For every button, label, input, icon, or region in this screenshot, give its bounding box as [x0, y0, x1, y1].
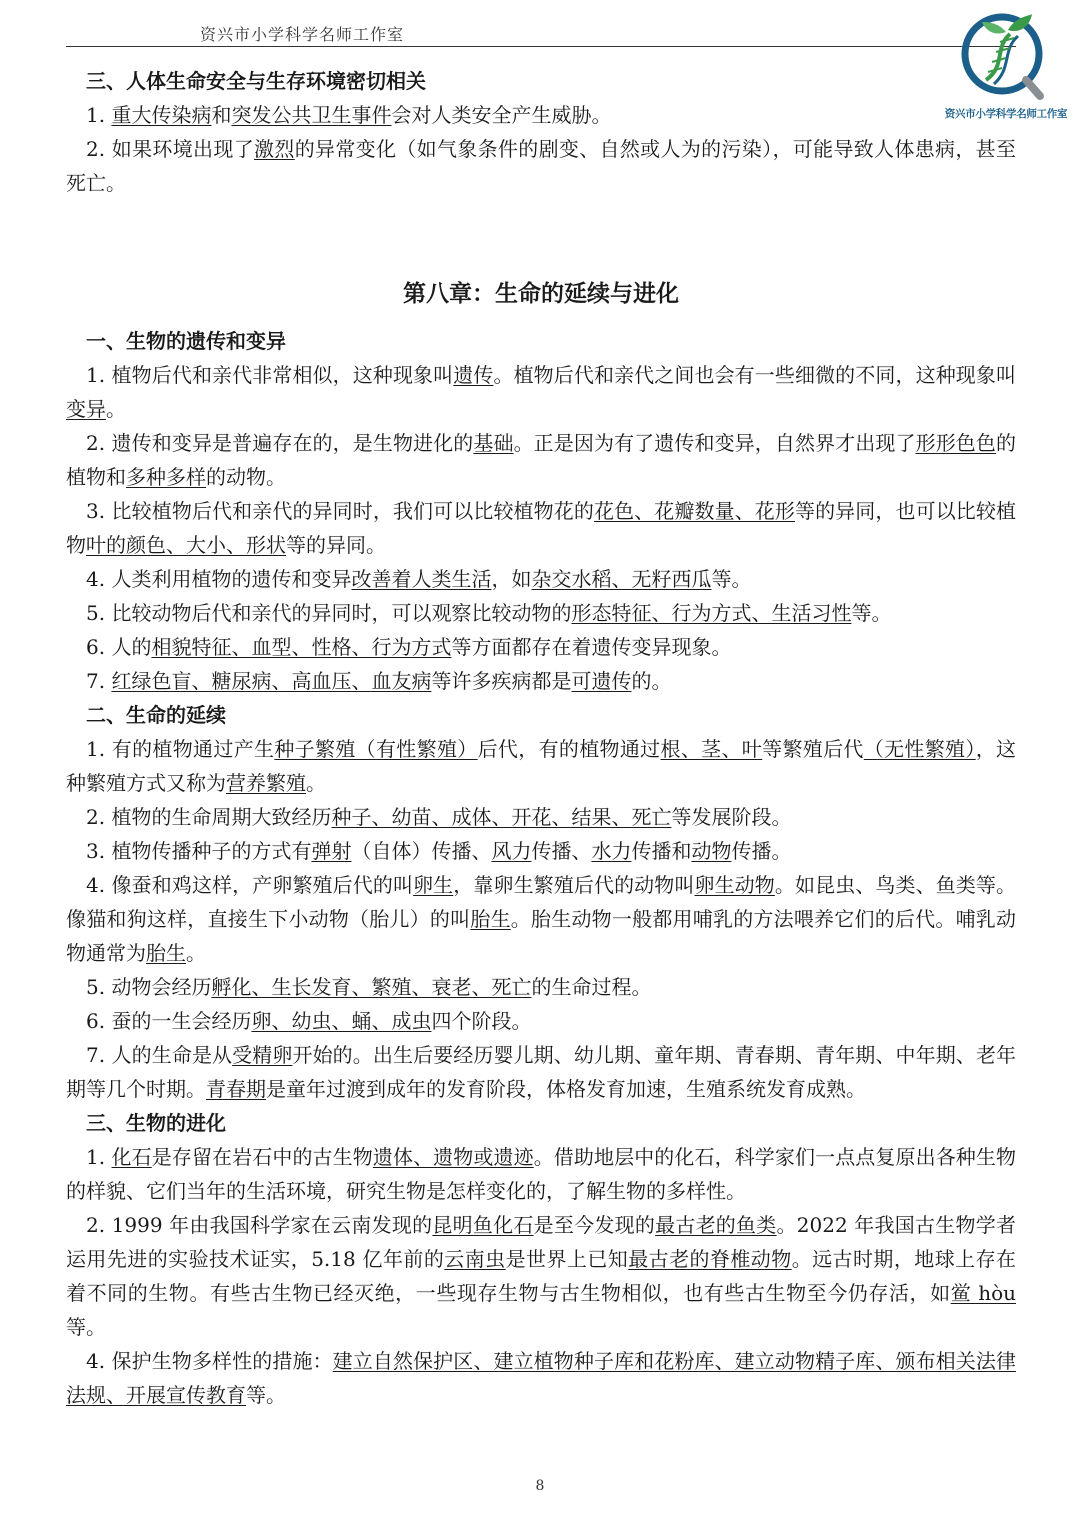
section-heading: 三、人体生命安全与生存环境密切相关 [86, 69, 426, 93]
underlined-answer: 孵化、生长发育、繁殖、衰老、死亡 [211, 975, 532, 999]
text-run: 6. 人的 [86, 635, 152, 659]
text-run: 。 [186, 941, 206, 965]
list-item [66, 868, 1016, 970]
text-run: 。远古时期，地球上存在着不同的生物。有些古生物已经灭绝，一些现存生物与古生物相似，也有些古生物至今仍存活，如 [66, 1247, 1017, 1305]
text-run: 1. [86, 1145, 112, 1169]
underlined-answer: 卵、幼虫、蛹、成虫 [251, 1009, 432, 1033]
underlined-answer: 卵生动物 [694, 873, 775, 897]
text-run: 传播和 [631, 839, 692, 863]
text-run: 等的异同，也可以比较植物 [66, 499, 1016, 557]
section-prev-items [66, 98, 1016, 200]
text-run: 4. 像蚕和鸡这样，产卵繁殖后代的叫 [86, 873, 414, 897]
section-heading: 三、生物的进化 [86, 1111, 226, 1135]
underlined-answer: 化石 [111, 1145, 152, 1169]
header-title: 资兴市小学科学名师工作室 [200, 25, 405, 44]
text-run: 等的异同。 [286, 533, 386, 557]
underlined-answer: 最古老的鱼类 [655, 1213, 777, 1237]
list-item [66, 426, 1016, 494]
underlined-answer: 改善着人类生活 [351, 567, 492, 591]
document-body [66, 64, 1016, 1412]
text-run: 的植物和 [66, 431, 1016, 489]
underlined-answer: 基础 [473, 431, 514, 455]
text-run: 。 [106, 397, 126, 421]
underlined-answer: 激烈 [254, 137, 295, 161]
underlined-answer: 建立自然保护区、建立植物种子库和花粉库、建立动物精子库、颁布相关法律法规、开展宣传教育 [66, 1349, 1016, 1407]
header-divider [66, 46, 1016, 47]
underlined-answer: 种子、幼苗、成体、开花、结果、死亡 [331, 805, 672, 829]
text-run: 。 [306, 771, 326, 795]
text-run: 2. 遗传和变异是普遍存在的，是生物进化的 [86, 431, 474, 455]
underlined-answer: 形态特征、行为方式、生活习性 [571, 601, 852, 625]
text-run: 会对人类安全产生威胁。 [391, 103, 612, 127]
underlined-answer: （无性繁殖） [863, 737, 976, 761]
list-item [66, 1344, 1016, 1412]
underlined-answer: 杂交水稻、无籽西瓜 [531, 567, 712, 591]
list-item [66, 132, 1016, 200]
text-run: 1. [86, 103, 112, 127]
underlined-answer: 弹射 [311, 839, 352, 863]
text-run: 是存留在岩石中的古生物 [151, 1145, 373, 1169]
text-run: 。植物后代和亲代之间也会有一些细微的不同，这种现象叫 [493, 363, 1016, 387]
underlined-answer: 最古老的脊椎动物 [628, 1247, 792, 1271]
underlined-answer: 红绿色盲、糖尿病、高血压、血友病 [111, 669, 432, 693]
text-run: 传播、 [531, 839, 592, 863]
underlined-answer: 相貌特征、血型、性格、行为方式 [151, 635, 452, 659]
text-run: 的动物。 [206, 465, 286, 489]
underlined-answer: 风力 [491, 839, 532, 863]
text-run: 3. 比较植物后代和亲代的异同时，我们可以比较植物花的 [86, 499, 594, 523]
text-run: 7. 人的生命是从 [86, 1043, 233, 1067]
underlined-answer: 营养繁殖 [226, 771, 306, 795]
list-item [66, 494, 1016, 562]
text-run: 2. 植物的生命周期大致经历 [86, 805, 332, 829]
text-run: （自体）传播、 [351, 839, 492, 863]
underlined-answer: 胎生 [470, 907, 511, 931]
underlined-answer: 根、茎、叶 [660, 737, 763, 761]
text-run: 3. 植物传播种子的方式有 [86, 839, 312, 863]
text-run: 1. 有的植物通过产生 [86, 737, 275, 761]
text-run: 。正是因为有了遗传和变异，自然界才出现了 [513, 431, 916, 455]
list-item [66, 1140, 1016, 1208]
text-run: 是童年过渡到成年的发育阶段，体格发育加速，生殖系统发育成熟。 [266, 1077, 866, 1101]
logo-caption: 资兴市小学科学名师工作室 [944, 108, 1068, 120]
list-item [66, 98, 1016, 132]
text-run: 的生命过程。 [531, 975, 652, 999]
text-run: 等。 [66, 1315, 106, 1339]
underlined-answer: 可遗传 [571, 669, 632, 693]
text-run: 等。 [246, 1383, 286, 1407]
text-run: 。如昆虫、鸟类、鱼类等。像猫和狗这样，直接生下小动物（胎儿）的叫 [66, 873, 1017, 931]
text-run: 5. 动物会经历 [86, 975, 212, 999]
underlined-answer: 动物 [691, 839, 732, 863]
text-run: 2. 如果环境出现了 [86, 137, 255, 161]
text-run: 。2022 年我国古生物学者运用先进的实验技术证实，5.18 亿年前的 [66, 1213, 1017, 1271]
text-run: 4. 人类利用植物的遗传和变异 [86, 567, 352, 591]
underlined-answer: 花色、花瓣数量、花形 [593, 499, 795, 523]
text-run: 6. 蚕的一生会经历 [86, 1009, 252, 1033]
underlined-answer: 云南虫 [444, 1247, 506, 1271]
text-run: ，靠卵生繁殖后代的动物叫 [453, 873, 695, 897]
underlined-answer: 水力 [591, 839, 632, 863]
underlined-answer: 卵生 [413, 873, 454, 897]
text-run: 。借助地层中的化石，科学家们一点点复原出各种生物的样貌、它们当年的生活环境，研究生物是怎样变化的，了解生物的多样性。 [66, 1145, 1017, 1203]
list-item [66, 1208, 1016, 1344]
list-item [66, 596, 1016, 630]
text-run: 等发展阶段。 [671, 805, 792, 829]
text-run: 4. 保护生物多样性的措施： [86, 1349, 333, 1373]
list-item [66, 800, 1016, 834]
underlined-answer: 昆明鱼化石 [432, 1213, 534, 1237]
underlined-answer: 变异 [66, 397, 106, 421]
section-heading: 一、生物的遗传和变异 [86, 329, 286, 353]
text-run: 1. 植物后代和亲代非常相似，这种现象叫 [86, 363, 454, 387]
text-run: 7. [86, 669, 112, 693]
underlined-answer: 重大传染病 [111, 103, 212, 127]
underlined-answer: 鲎 hòu [950, 1281, 1016, 1305]
underlined-answer: 受精卵 [232, 1043, 293, 1067]
underlined-answer: 青春期 [206, 1077, 266, 1101]
text-run: 等繁殖后代 [762, 737, 864, 761]
text-run: ，这种繁殖方式又称为 [66, 737, 1017, 795]
underlined-answer: 突发公共卫生事件 [231, 103, 392, 127]
underlined-answer: 胎生 [146, 941, 186, 965]
list-item [66, 970, 1016, 1004]
text-run: 和 [211, 103, 232, 127]
text-run: 是世界上已知 [505, 1247, 629, 1271]
list-item [66, 834, 1016, 868]
text-run: 的。 [631, 669, 672, 693]
list-item [66, 1004, 1016, 1038]
underlined-answer: 遗体、遗物或遗迹 [372, 1145, 534, 1169]
text-run: 5. 比较动物后代和亲代的异同时，可以观察比较动物的 [86, 601, 572, 625]
list-item [66, 732, 1016, 800]
underlined-answer: 遗传 [453, 363, 494, 387]
underlined-answer: 叶的颜色、大小、形状 [86, 533, 286, 557]
underlined-answer: 形形色色 [915, 431, 996, 455]
text-run: 等许多疾病都是 [431, 669, 572, 693]
text-run: 开始的。出生后要经历婴儿期、幼儿期、童年期、青春期、青年期、中年期、老年期等几个时期。 [66, 1043, 1017, 1101]
text-run: ，如 [491, 567, 532, 591]
list-item [66, 664, 1016, 698]
list-item [66, 562, 1016, 596]
underlined-answer: 多种多样 [126, 465, 206, 489]
text-run: 等。 [711, 567, 752, 591]
page-number: 8 [535, 1478, 545, 1494]
section-heading: 二、生命的延续 [86, 703, 226, 727]
list-item [66, 1038, 1016, 1106]
list-item [66, 630, 1016, 664]
text-run: 。胎生动物一般都用哺乳的方法喂养它们的后代。哺乳动物通常为 [66, 907, 1017, 965]
text-run: 的异常变化（如气象条件的剧变、自然或人为的污染），可能导致人体患病，甚至死亡。 [66, 137, 1017, 195]
text-run: 后代，有的植物通过 [477, 737, 661, 761]
chapter-sections [66, 324, 1016, 1412]
text-run: 2. 1999 年由我国科学家在云南发现的 [86, 1213, 433, 1237]
text-run: 等方面都存在着遗传变异现象。 [451, 635, 732, 659]
list-item [66, 358, 1016, 426]
text-run: 是至今发现的 [533, 1213, 656, 1237]
text-run: 等。 [851, 601, 892, 625]
underlined-answer: 种子繁殖（有性繁殖） [274, 737, 478, 761]
text-run: 传播。 [731, 839, 792, 863]
text-run: 四个阶段。 [431, 1009, 532, 1033]
chapter-title: 第八章：生命的延续与进化 [403, 281, 679, 307]
